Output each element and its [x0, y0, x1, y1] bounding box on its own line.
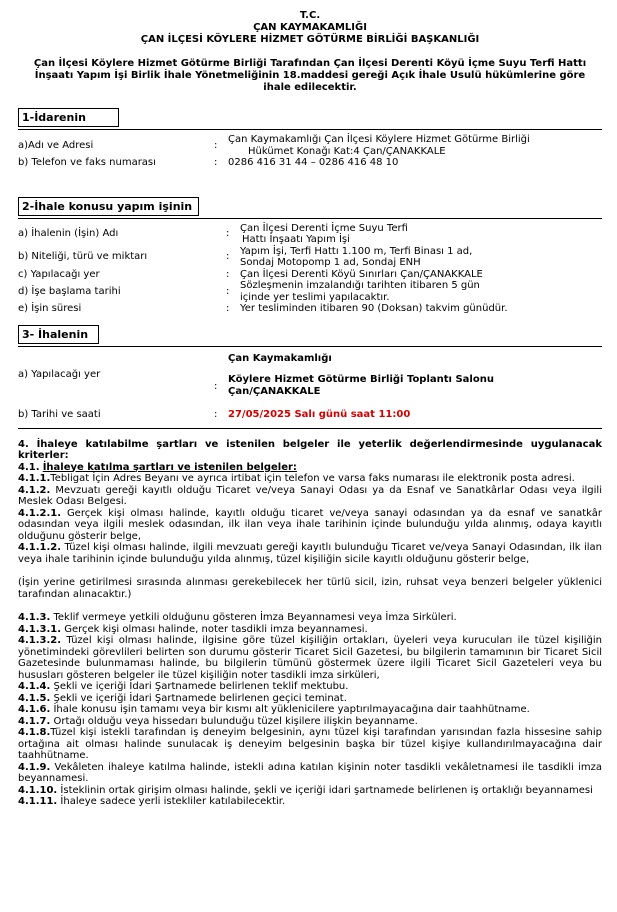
intro-paragraph: Çan İlçesi Köylere Hizmet Götürme Birliği Tarafından Çan İlçesi Derenti Köyü İçme Suyu Terfi Hattı İnşaatı Yapım İşi Birlik İhale Yönetmeliğinin 18.maddesi gereği Açık İhale Usulü hükümlerine göre ihale edilecektir. — [33, 58, 587, 93]
table-row — [18, 353, 602, 398]
section-4-title: 4. İhaleye katılabilme şartları ve istenilen belgeler ile yeterlik değerlendirmesinde uygulanacak kriterler: — [18, 438, 602, 461]
row-colon: : — [226, 268, 230, 280]
item-number: 4.1.5. — [18, 692, 51, 704]
section-3-table — [18, 353, 602, 421]
item-number: 4.1.7. — [18, 715, 51, 727]
table-row — [18, 269, 602, 281]
row-key: e) İşin süresi — [18, 303, 82, 314]
table-row — [18, 246, 602, 269]
value-line: Çan Kaymakamlığı — [228, 352, 332, 364]
section-1-divider — [18, 129, 602, 130]
paragraph — [18, 485, 602, 508]
row-key: b) Niteliği, türü ve miktarı — [18, 251, 148, 263]
row-colon: : — [214, 381, 218, 392]
row-colon: : — [214, 157, 218, 168]
row-value — [228, 353, 602, 398]
item-text: Gerçek kişi olması halinde, noter tasdikli imza beyannamesi. — [64, 623, 368, 635]
row-value — [240, 223, 602, 246]
item-text: Şekli ve içeriği İdari Şartnamede belirlenen geçici teminat. — [53, 692, 347, 704]
item-text: Tüzel kişi istekli tarafından iş deneyim belgesinin, aynı tüzel kişi tarafından yarısından fazla hissesine sahip ortağına ait olması halinde sunulacak iş deneyim belgesinin başka bir tüzel kişiye kullandırılmayacağına dair taahhütname. — [18, 727, 602, 761]
row-colon: : — [226, 251, 230, 263]
row-colon: : — [214, 139, 218, 151]
table-row — [18, 280, 602, 303]
row-value: Çan İlçesi Derenti Köyü Sınırları Çan/ÇANAKKALE — [240, 268, 483, 280]
section-1-title: 1-İdarenin — [18, 108, 119, 127]
row-key: a) İhalenin (İşin) Adı — [18, 228, 119, 240]
item-number: 4.1.11. — [18, 796, 58, 807]
item-number: 4.1.9. — [18, 761, 51, 773]
item-text: Şekli ve içeriği İdari Şartnamede belirlenen teklif mektubu. — [53, 681, 349, 692]
paragraph — [18, 624, 602, 636]
value-line: Köylere Hizmet Götürme Birliği Toplantı Salonu — [228, 374, 494, 385]
item-text: Gerçek kişi olması halinde, kayıtlı olduğu ticaret ve/veya sanayi odasından ya da esnaf ve sanatkâr odasından veya ilgili meslek odasından, ilk ilan veya ihale tarihinin içinde bulunduğu yılda alınmış, odaya kayıtlı olduğunu gösterir belge, — [18, 507, 602, 542]
paragraph — [18, 542, 602, 565]
value-line: Hattı İnşaatı Yapım İşi — [242, 234, 350, 245]
item-text: Ortağı olduğu veya hissedarı bulunduğu tüzel kişilere ilişkin beyanname. — [53, 715, 418, 727]
ihale-date-value: 27/05/2025 Salı günü saat 11:00 — [228, 409, 411, 420]
item-text: Mevzuatı gereği kayıtlı olduğu Ticaret ve/veya Sanayi Odası ya da Esnaf ve Sanatkârlar Odası veya ilgili Meslek Odası Belgesi. — [18, 484, 602, 507]
value-line: Hükümet Konağı Kat:4 Çan/ÇANAKKALE — [248, 145, 446, 157]
row-colon: : — [226, 285, 230, 297]
value-line: Yapım İşi, Terfi Hattı 1.100 m, Terfi Binası 1 ad, — [240, 245, 473, 257]
row-key: b) Telefon ve faks numarası — [18, 157, 156, 168]
section-3-title: 3- İhalenin — [18, 325, 99, 344]
paragraph: (İşin yerine getirilmesi sırasında alınması gerekebilecek her türlü sicil, izin, ruhsat veya benzeri belgeler yüklenici tarafından alınacaktır.) — [18, 577, 602, 600]
section-3-bottom-divider — [18, 428, 602, 429]
paragraph — [18, 473, 602, 485]
item-number: 4.1.1.2. — [18, 542, 62, 553]
section-4 — [18, 439, 602, 808]
value-line: Çan/ÇANAKKALE — [228, 385, 321, 397]
row-colon: : — [226, 228, 230, 240]
row-value — [240, 280, 602, 303]
item-number: 4.1.1. — [18, 473, 51, 484]
paragraph — [18, 681, 602, 693]
item-number: 4.1.4. — [18, 681, 51, 692]
item-number: 4.1.3.2. — [18, 635, 62, 646]
item-text: Tüzel kişi olması halinde, ilgisine göre tüzel kişiliğin ortakları, üyeleri veya kurucuları ile tüzel kişiliğin yönetimindeki görevlileri belirten son durumu gösterir Ticaret Sicil Gazetesi, bu bilgilerin tamamının bir Ticaret Sicil Gazetesinde bulunmaması halinde, bu bilgilerin tümünü göstermek üzere ilgili Ticaret Sicil Gazeteleri veya bu hususları gösteren belgeler ile tüzel kişiliğin noter tasdikli imza sirküleri, — [18, 635, 602, 681]
row-colon: : — [226, 303, 230, 314]
item-number: 4.1.8. — [18, 727, 51, 738]
item-number: 4.1. — [18, 461, 40, 473]
row-key: b) Tarihi ve saati — [18, 409, 101, 420]
header-birlik: ÇAN İLÇESİ KÖYLERE HİZMET GÖTÜRME BİRLİĞİ BAŞKANLIĞI — [140, 34, 480, 45]
row-value — [228, 134, 602, 157]
item-text: Vekâleten ihaleye katılma halinde, istekli adına katılan kişinin noter tasdikli vekâletnamesi ile tasdikli imza beyannamesi. — [18, 761, 602, 784]
value-line: Sondaj Motopomp 1 ad, Sondaj ENH — [240, 257, 421, 268]
value-line: Çan İlçesi Derenti İçme Suyu Terfi — [240, 222, 408, 234]
table-row — [18, 134, 602, 157]
table-row — [18, 157, 602, 169]
paragraph — [18, 508, 602, 543]
section-2-title: 2-İhale konusu yapım işinin — [18, 197, 199, 216]
paragraph — [18, 716, 602, 728]
paragraph — [18, 704, 602, 716]
paragraph — [18, 693, 602, 705]
item-number: 4.1.2. — [18, 484, 51, 496]
row-value: Yer tesliminden itibaren 90 (Doksan) takvim günüdür. — [240, 303, 508, 314]
row-value: 0286 416 31 44 – 0286 416 48 10 — [228, 157, 399, 168]
header-tc: T.C. — [299, 10, 321, 21]
table-row — [18, 223, 602, 246]
section-1-table — [18, 134, 602, 169]
item-text: Tebligat İçin Adres Beyanı ve ayrıca irtibat için telefon ve varsa faks numarası ile elektronik posta adresi. — [50, 473, 575, 484]
section-2-table — [18, 223, 602, 315]
header-kaymakamlik: ÇAN KAYMAKAMLIĞI — [253, 22, 367, 33]
value-line: içinde yer teslimi yapılacaktır. — [240, 291, 390, 303]
item-text: İhaleye sadece yerli istekliler katılabilecektir. — [60, 796, 286, 807]
value-line: Sözleşmenin imzalandığı tarihten itibaren 5 gün — [240, 280, 480, 291]
paragraph — [18, 785, 602, 797]
paragraph — [18, 762, 602, 785]
value-line: Çan Kaymakamlığı Çan İlçesi Köylere Hizmet Götürme Birliği — [228, 134, 530, 145]
item-text: İhale konusu işin tamamı veya bir kısmı alt yüklenicilere yaptırılmayacağına dair taahhütname. — [53, 704, 530, 715]
row-value — [240, 246, 602, 269]
section-2-divider — [18, 218, 602, 219]
item-number: 4.1.3.1. — [18, 623, 62, 635]
item-number: 4.1.3. — [18, 612, 51, 623]
paragraph — [18, 796, 602, 808]
item-number: 4.1.6. — [18, 704, 51, 715]
row-key: c) Yapılacağı yer — [18, 268, 100, 280]
item-text: İsteklinin ortak girişim olması halinde, şekli ve içeriği idari şartnamede belirlenen iş ortaklığı beyannamesi — [60, 784, 593, 796]
row-key: a) Yapılacağı yer — [18, 369, 101, 380]
row-key: a)Adı ve Adresi — [18, 139, 94, 151]
document-page — [18, 10, 602, 808]
section-4-1 — [18, 462, 602, 474]
paragraph — [18, 612, 602, 624]
table-row — [18, 303, 602, 315]
section-3-divider — [18, 346, 602, 347]
item-number: 4.1.10. — [18, 784, 58, 796]
table-row — [18, 397, 602, 421]
item-text: Teklif vermeye yetkili olduğunu gösteren İmza Beyannamesi veya İmza Sirküleri. — [53, 612, 457, 623]
row-key: d) İşe başlama tarihi — [18, 285, 121, 297]
paragraph — [18, 635, 602, 681]
row-colon: : — [214, 409, 218, 420]
item-text: Tüzel kişi olması halinde, ilgili mevzuatı gereği kayıtlı bulunduğu Ticaret ve/veya Sanayi Odasından, ilk ilan veya ihale tarihinin içinde bulunduğu yılda alınmış, tüzel kişiliğin sicile kayıtlı olduğunu gösterir belge, — [18, 542, 602, 565]
section-4-1-title: İhaleye katılma şartları ve istenilen belgeler: — [42, 461, 297, 473]
paragraph — [18, 727, 602, 762]
item-number: 4.1.2.1. — [18, 507, 62, 519]
